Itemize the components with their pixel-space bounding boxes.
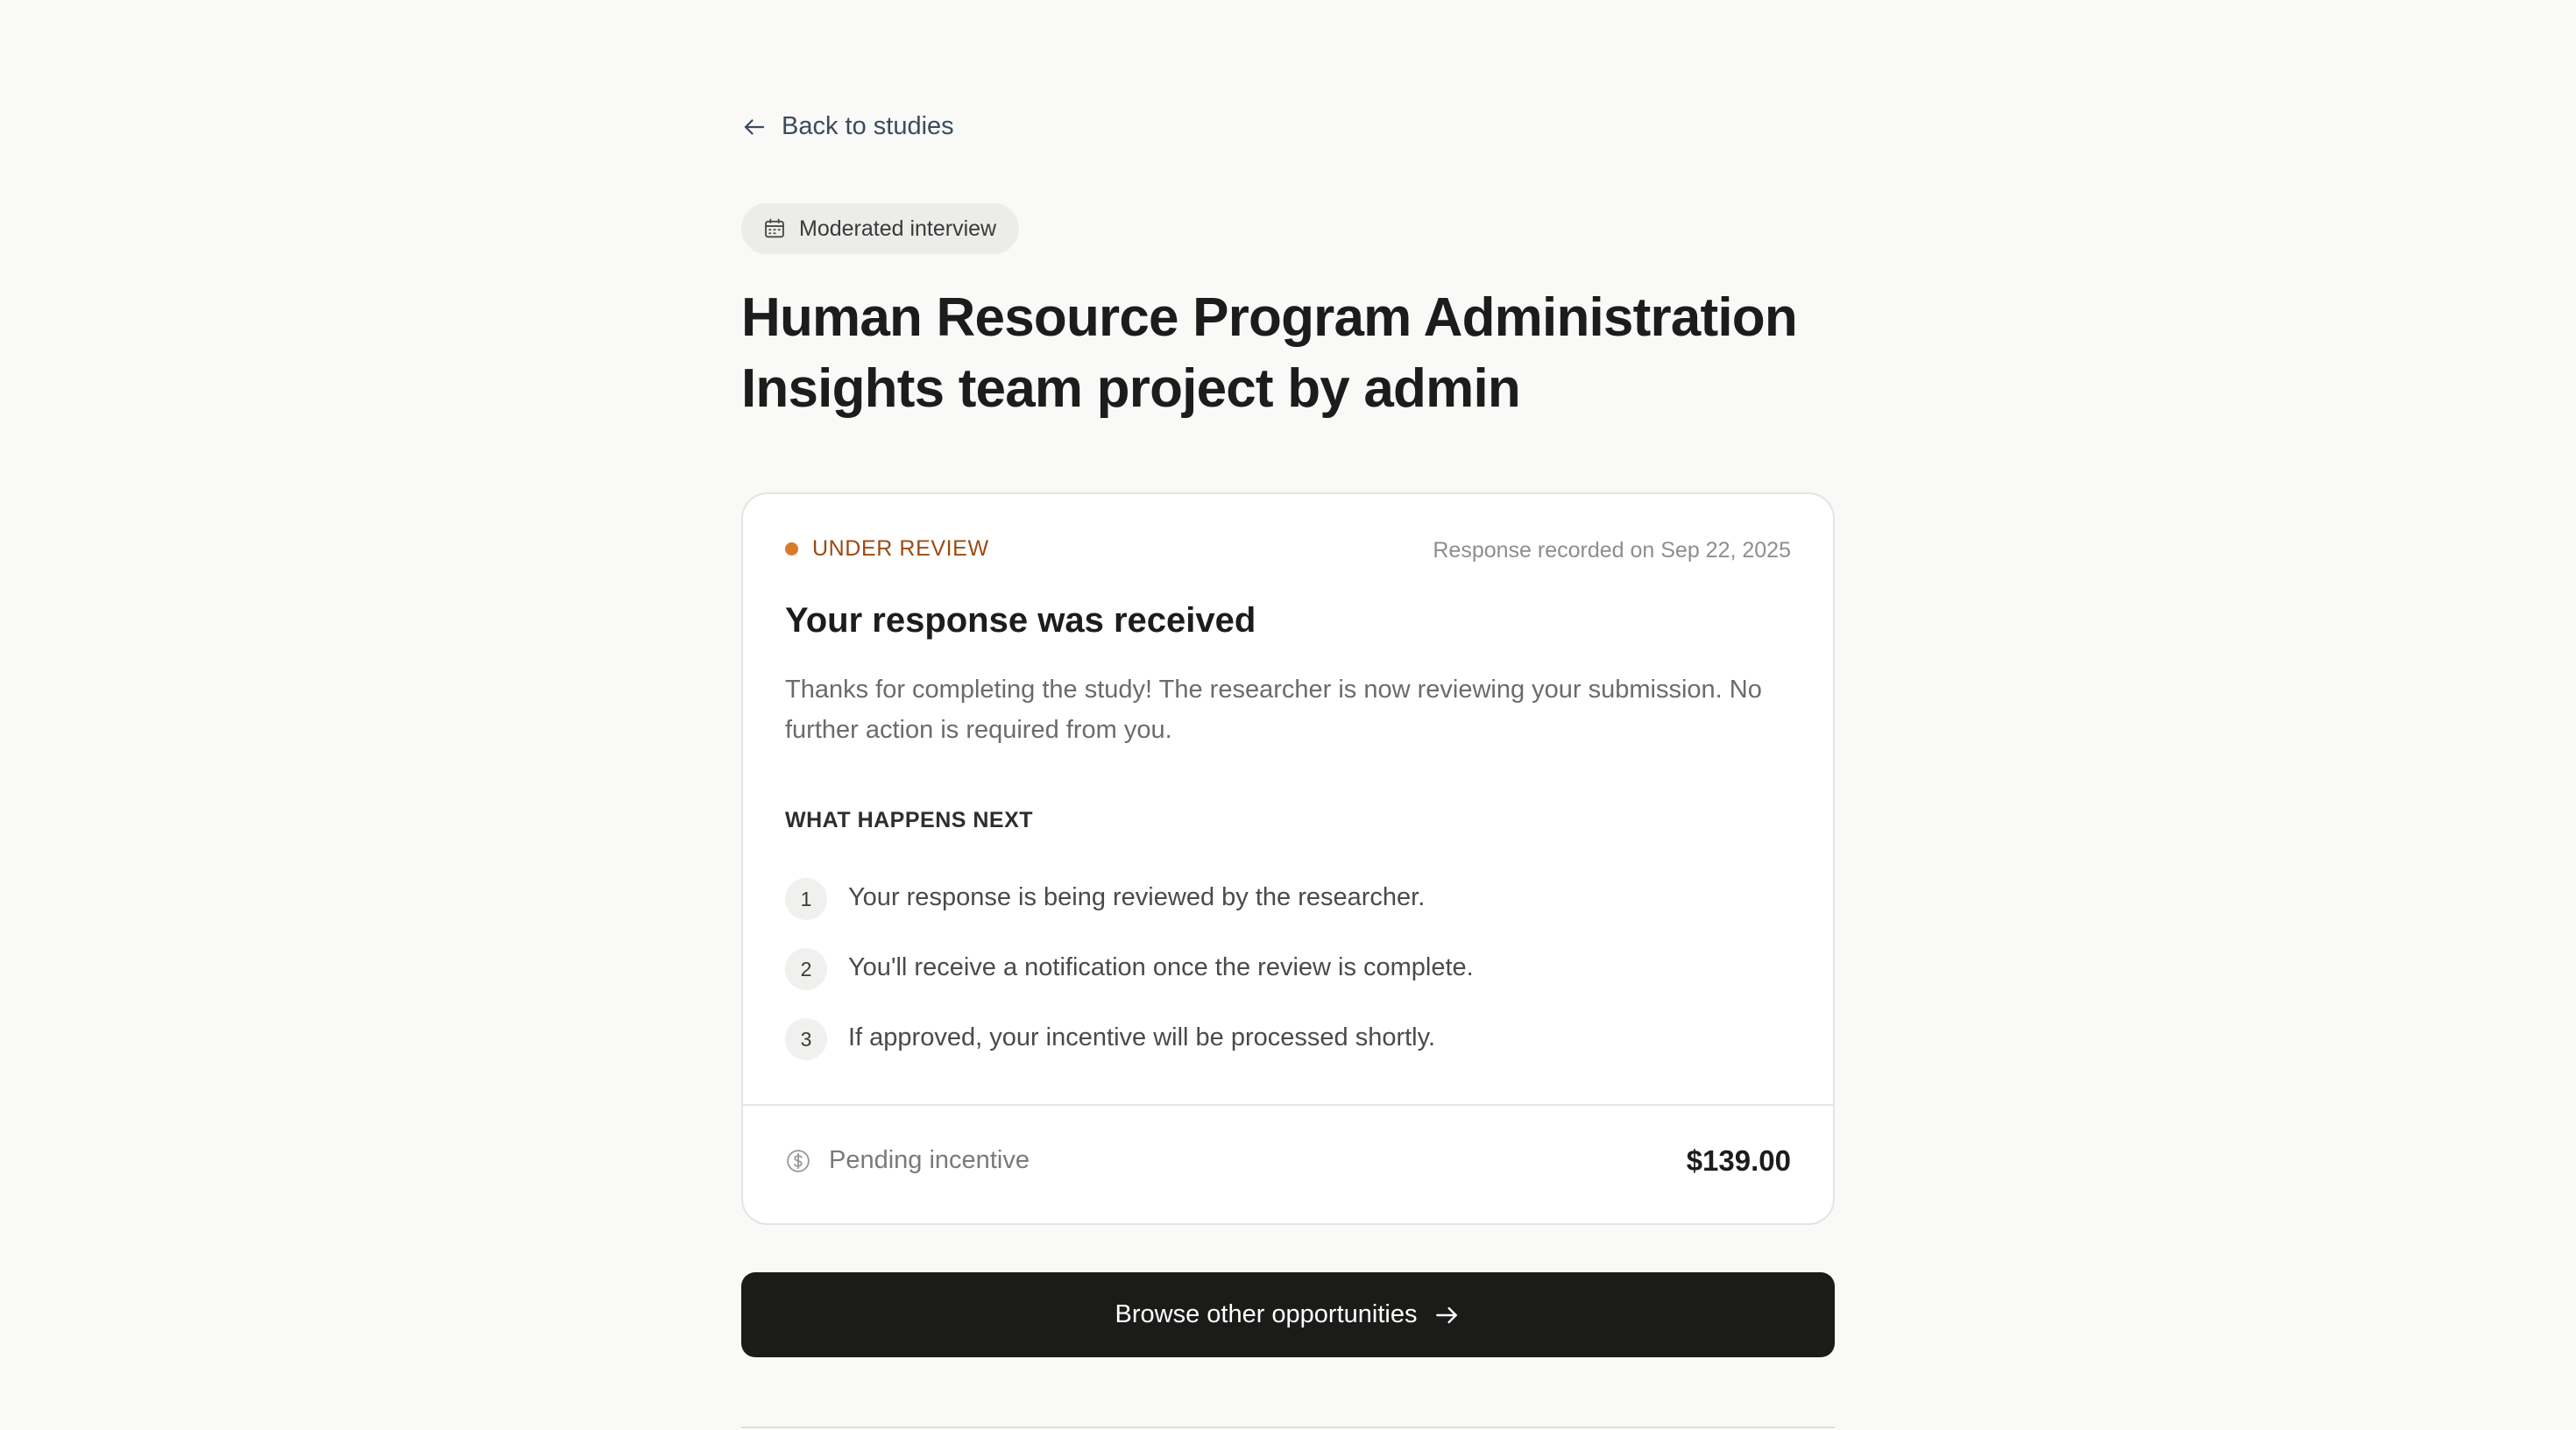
incentive-label-group (785, 1146, 1030, 1175)
study-type-label: Moderated interview (799, 216, 997, 241)
divider (741, 1426, 1835, 1428)
status-badge (785, 536, 989, 562)
next-steps-list (785, 862, 1474, 1072)
step-number: 1 (785, 878, 827, 920)
step-number: 3 (785, 1018, 827, 1060)
back-link-label: Back to studies (782, 112, 954, 140)
step-text: Your response is being reviewed by the researcher. (848, 882, 1426, 911)
dollar-circle-icon (785, 1148, 811, 1174)
back-to-studies-link[interactable] (741, 112, 954, 141)
study-type-badge (741, 203, 1019, 254)
browse-opportunities-label: Browse other opportunities (1115, 1300, 1418, 1328)
list-item (785, 1002, 1474, 1072)
incentive-label: Pending incentive (829, 1146, 1030, 1174)
next-steps-heading: WHAT HAPPENS NEXT (785, 808, 1034, 832)
page-title: Human Resource Program Administration Insights team project by admin (741, 287, 1797, 419)
card-description: Thanks for completing the study! The researcher is now reviewing your submission. No further action is required from you. (785, 676, 1762, 744)
browse-opportunities-button[interactable] (741, 1272, 1835, 1357)
arrow-left-icon (741, 114, 768, 140)
status-dot-icon (785, 542, 798, 556)
status-label: UNDER REVIEW (812, 536, 989, 561)
incentive-footer (743, 1104, 1833, 1225)
step-number: 2 (785, 948, 827, 990)
step-text: You'll receive a notification once the review is complete. (848, 952, 1474, 981)
list-item (785, 862, 1474, 932)
arrow-right-icon (1433, 1301, 1461, 1329)
recorded-timestamp: Response recorded on Sep 22, 2025 (1433, 538, 1791, 563)
step-text: If approved, your incentive will be processed shortly. (848, 1023, 1436, 1051)
incentive-amount: $139.00 (1686, 1144, 1791, 1177)
status-card (741, 492, 1835, 1225)
calendar-icon (762, 216, 787, 241)
card-heading: Your response was received (785, 601, 1256, 640)
list-item (785, 932, 1474, 1002)
